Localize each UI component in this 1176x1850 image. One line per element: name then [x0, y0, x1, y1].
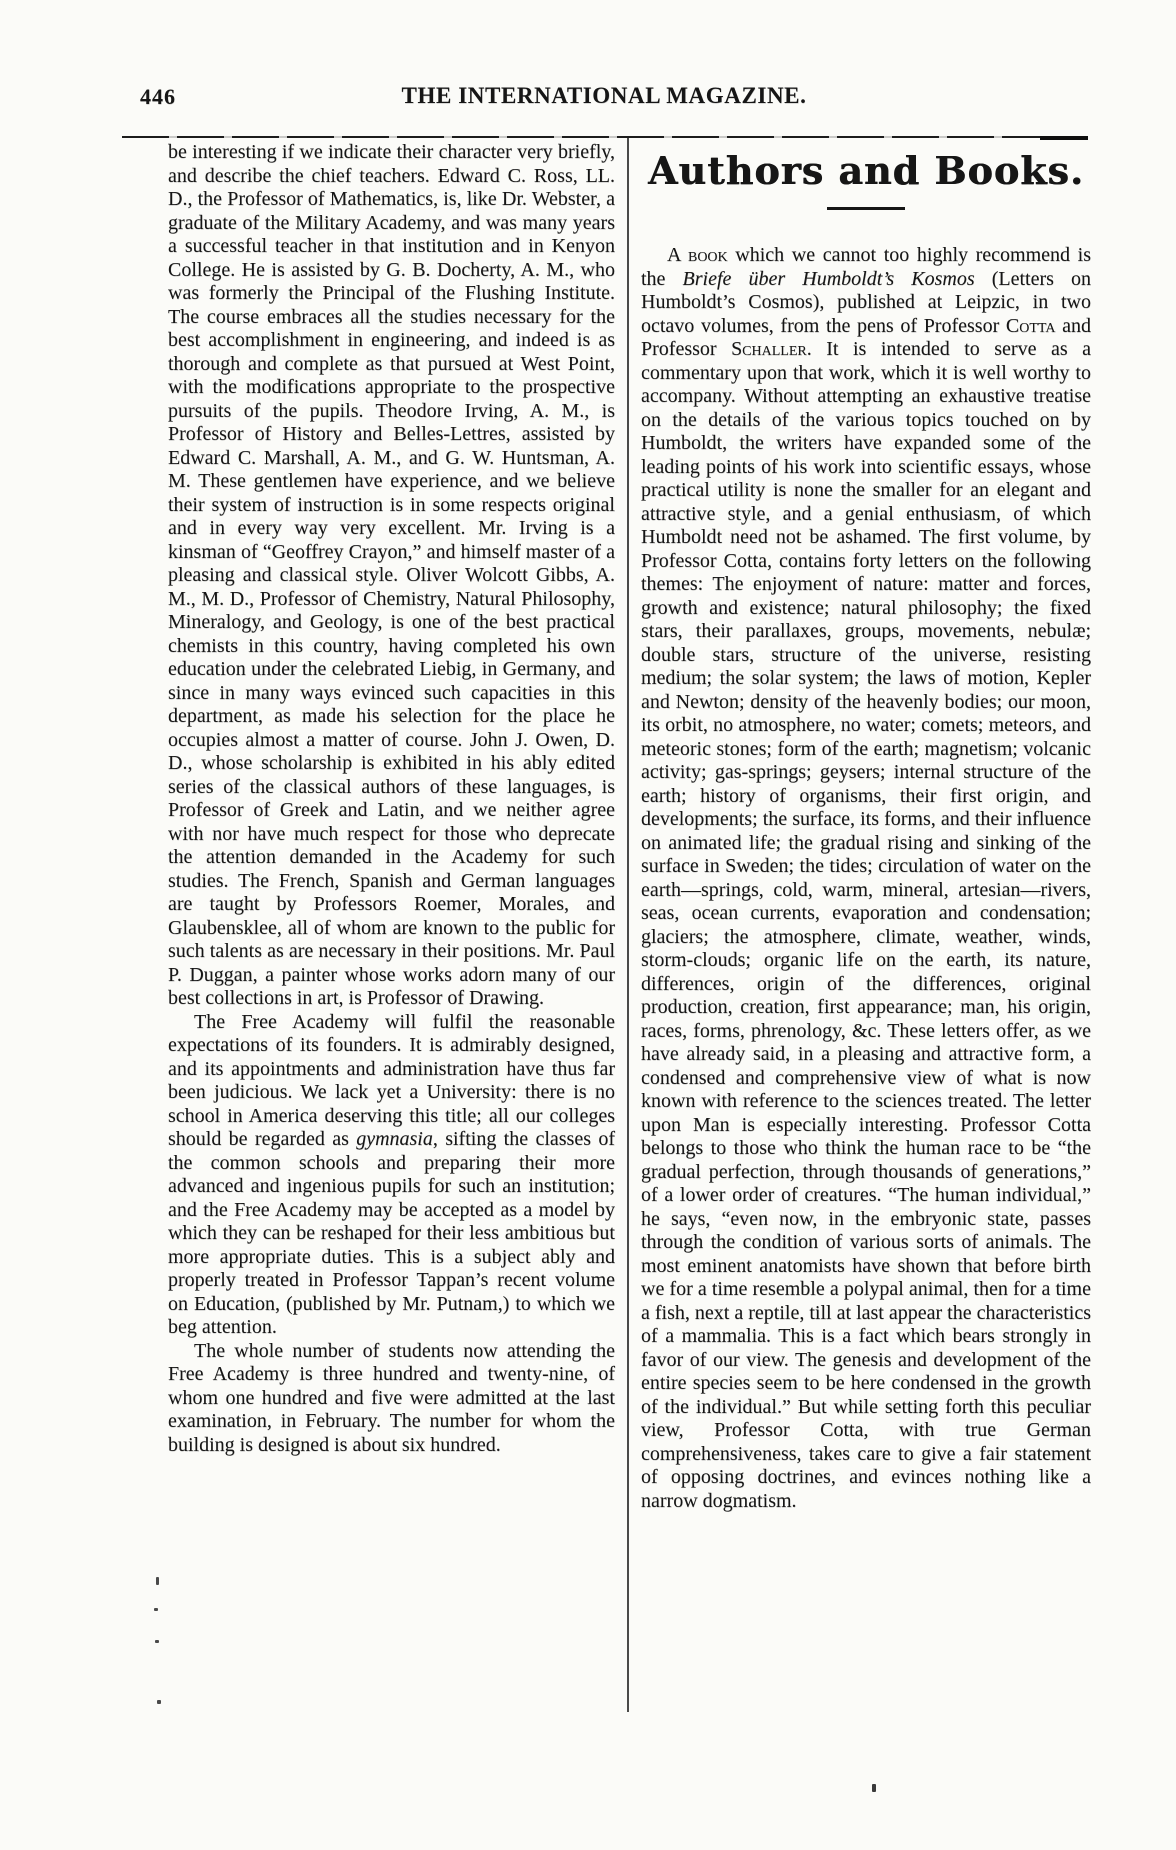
text-run: which we cannot too highly recommend is the [641, 244, 1092, 290]
text-run: gymnasia [356, 1128, 433, 1150]
left-column [168, 141, 615, 1457]
header-rule-tail [1040, 136, 1088, 140]
section-heading: Authors and Books. [647, 148, 1085, 193]
text-run: Schaller [731, 338, 807, 360]
page-number: 446 [140, 84, 176, 109]
text-run: book [687, 244, 728, 266]
paragraph [641, 244, 1091, 1513]
text-run: Cotta [1005, 314, 1056, 337]
text-run: The whole number of students now attending the Free Academy is three hundred and twenty-nine, of whom one hundred and five were admitted at the last examination, in February. The number for whom the building is designed is about six hundred. [168, 1339, 615, 1456]
text-run: and Professor [641, 314, 1091, 360]
column-divider [627, 138, 629, 1712]
text-run: A [667, 244, 688, 266]
section-heading-rule [827, 207, 905, 210]
right-column [641, 141, 1091, 1513]
ink-speck [157, 1700, 161, 1704]
paragraph [168, 1340, 615, 1458]
text-run: , sifting the classes of the common schools and preparing their more advanced and ingenious pupils for such an institution; and the Free Academy may be accepted as a model by which they can be reshaped for their less ambitious but more appropriate duties. This is a subject ably and properly treated in Professor Tappan’s recent volume on Education, (published by Mr. Putnam,) to which we beg attention. [168, 1128, 615, 1338]
ink-speck [154, 1608, 158, 1611]
paragraph [168, 1011, 615, 1340]
ink-speck [156, 1577, 159, 1585]
ink-speck [155, 1640, 159, 1643]
text-run: (Letters on Humboldt’s Cosmos), published at Leipzic, in two octavo volumes, from the pens of Professor [641, 267, 1092, 337]
ink-speck [872, 1784, 876, 1792]
text-run: Briefe über Humboldt’s Kosmos [682, 267, 975, 290]
page-title: THE INTERNATIONAL MAGAZINE. [401, 83, 807, 108]
right-column-body [641, 244, 1091, 1513]
header-rule [122, 136, 1088, 138]
paragraph [168, 141, 615, 1011]
text-run: The Free Academy will fulfil the reasonable expectations of its founders. It is admirably designed, and its appointments and administration have thus far been judicious. We lack yet a University: there is no school in America deserving this title; all our colleges should be regarded as [168, 1010, 615, 1150]
text-run: be interesting if we indicate their character very briefly, and describe the chief teachers. Edward C. Ross, LL. D., the Professor of Mathematics, is, like Dr. Webster, a graduate of the Military Academy, and was many years a successful teacher in that institution and in Kenyon College. He is assisted by G. B. Docherty, A. M., who was formerly the Principal of the Flushing Institute. The course embraces all the studies necessary for the best accomplishment in engineering, and indeed is as thorough and complete as that pursued at West Point, with the modifications appropriate to the prospective pursuits of the pupils. Theodore Irving, A. M., is Professor of History and Belles-Lettres, assisted by Edward C. Marshall, A. M., and G. W. Huntsman, A. M. These gentlemen have experience, and we believe their system of instruction is in some respects original and in every way very excellent. Mr. Irving is a kinsman of “Geoffrey Crayon,” and himself master of a pleasing and classical style. Oliver Wolcott Gibbs, A. M., M. D., Professor of Chemistry, Natural Philosophy, Mineralogy, and Geology, is one of the best practical chemists in this country, having completed his own education under the celebrated Liebig, in Germany, and since in many ways evinced such capacities in this department, as made his selection for the place he occupies almost a matter of course. John J. Owen, D. D., whose scholarship is exhibited in his ably edited series of the classical authors of these languages, is Professor of Greek and Latin, and we neither agree with nor have much respect for those who deprecate the attention demanded in the Academy for such studies. The French, Spanish and German languages are taught by Professors Roemer, Morales, and Glaubensklee, all of whom are known to the public for such talents as are necessary in their positions. Mr. Paul P. Duggan, a painter whose works adorn many of our best collections in art, is Professor of Drawing. [168, 141, 615, 1009]
text-run: . It is intended to serve as a commentary upon that work, which it is well worthy to accompany. Without attempting an exhaustive treatise on the details of the various topics touched on by Humboldt, the writers have expanded some of the leading points of his work into scientific essays, whose practical utility is none the smaller for an elegant and attractive style, and a genial enthusiasm, of which Humboldt need not be ashamed. The first volume, by Professor Cotta, contains forty letters on the following themes: The enjoyment of nature: matter and forces, growth and existence; natural philosophy; the fixed stars, their parallaxes, groups, movements, nebulæ; double stars, structure of the universe, resisting medium; the solar system; the laws of motion, Kepler and Newton; density of the heavenly bodies; our moon, its orbit, no atmosphere, no water; comets; meteors, and meteoric stones; form of the earth; magnetism; volcanic activity; gas-springs; geysers; internal structure of the earth; history of organisms, their first origin, and developments; the surface, its forms, and their influence on animated life; the gradual rising and sinking of the surface in Sweden; the tides; circulation of water on the earth—springs, cold, warm, mineral, artesian—rivers, seas, ocean currents, evaporation and condensation; glaciers; the atmosphere, climate, weather, winds, storm-clouds; organic life on the earth, its nature, differences, origin of the differences, original production, creation, first appearance; man, his origin, races, forms, phrenology, &c. These letters offer, as we have already said, in a pleasing and attractive form, a condensed and comprehensive view of what is now known with reference to the sciences treated. The letter upon Man is especially interesting. Professor Cotta belongs to those who think the human race to be “the gradual perfection, through thousands of generations,” of a lower order of creatures. “The human individual,” he says, “even now, in the embryonic state, passes through the condition of various sorts of animals. The most eminent anatomists have shown that before birth we for a time resemble a polypal animal, then for a time a fish, next a reptile, till at last appear the characteristics of a mammalia. This is a fact which bears strongly in favor of our view. The genesis and development of the entire species seem to be here condensed in the growth of the individual.” But while setting forth this peculiar view, Professor Cotta, with true German comprehensiveness, takes care to give a fair statement of opposing doctrines, and evinces nothing like a narrow dogmatism. [641, 338, 1092, 1512]
